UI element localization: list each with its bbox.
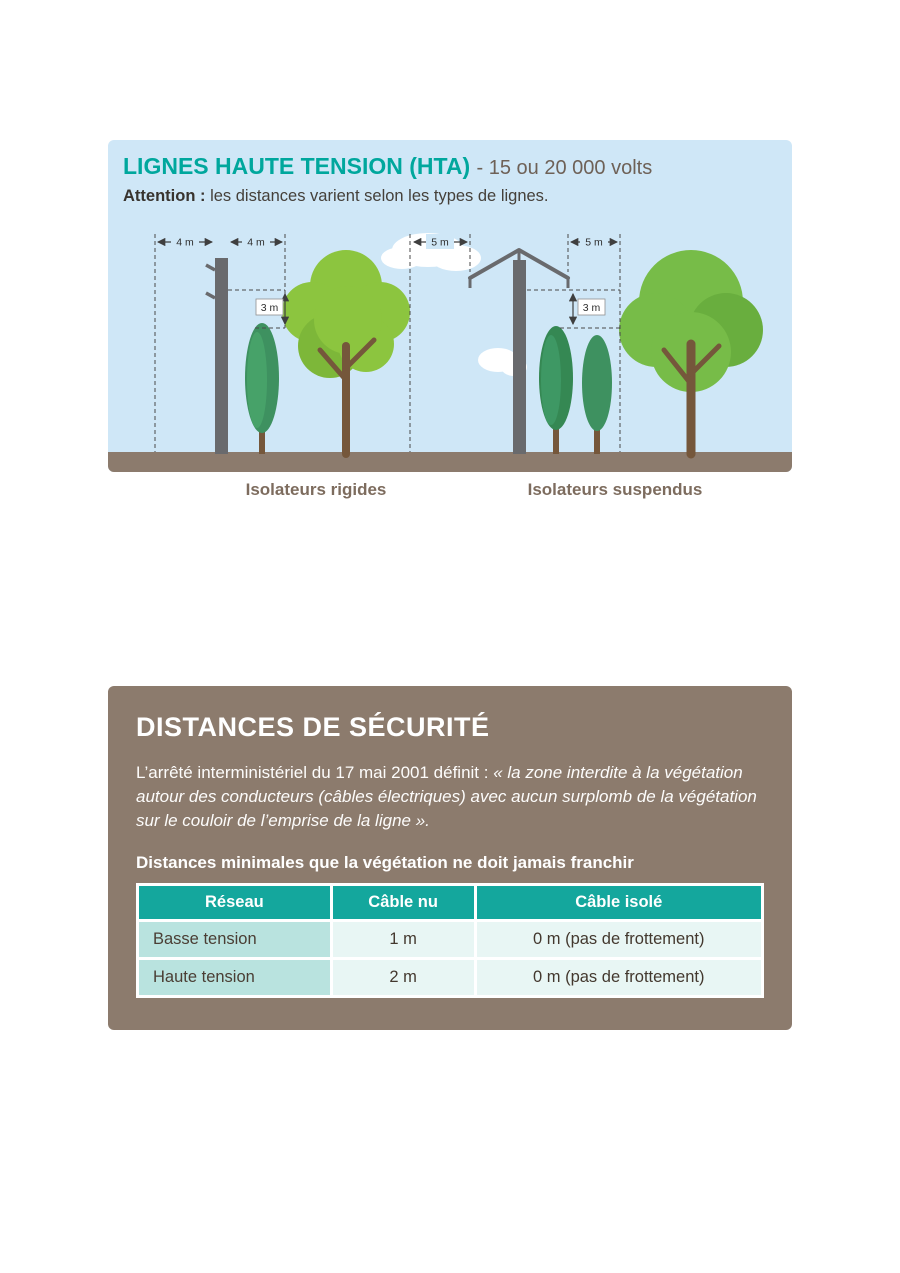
hta-title-suffix: - 15 ou 20 000 volts — [476, 157, 653, 179]
illustration-svg — [108, 228, 792, 472]
hta-title: LIGNES HAUTE TENSION (HTA) — [123, 153, 471, 179]
table-header-row — [138, 885, 763, 921]
insulator-captions — [108, 480, 792, 504]
hta-panel — [108, 140, 792, 472]
caption-isolateurs-rigides: Isolateurs rigides — [245, 480, 387, 499]
header-reseau: Réseau — [138, 885, 332, 921]
cell-basse-isole: 0 m (pas de frottement) — [475, 921, 763, 959]
label-3m-left: 3 m — [260, 302, 279, 314]
table-caption: Distances minimales que la végétation ne doit jamais franchir — [136, 853, 634, 873]
tree-cypress-right-2 — [582, 335, 612, 454]
security-title: DISTANCES DE SÉCURITÉ — [136, 712, 490, 742]
label-5m-left: 5 m — [431, 236, 449, 249]
distances-table — [136, 883, 764, 998]
tree-broadleaf-right — [619, 250, 763, 454]
cell-basse-nu: 1 m — [331, 921, 475, 959]
tree-cypress-left — [245, 323, 279, 454]
header-cable-isole: Câble isolé — [475, 885, 763, 921]
attention-text: les distances varient selon les types de lignes. — [210, 187, 549, 205]
label-5m-right: 5 m — [585, 236, 603, 249]
hta-header — [108, 140, 792, 206]
caption-isolateurs-suspendus: Isolateurs suspendus — [527, 480, 703, 499]
cell-basse-tension: Basse tension — [138, 921, 332, 959]
label-4m-left: 4 m — [176, 236, 194, 249]
table-row — [138, 921, 763, 959]
header-cable-nu: Câble nu — [331, 885, 475, 921]
label-4m-right: 4 m — [247, 236, 265, 249]
label-3m-right: 3 m — [582, 302, 601, 314]
hta-heading — [123, 153, 777, 180]
attention-label: Attention : — [123, 187, 206, 205]
security-intro-quote: « la zone interdite à la végétation autour des conducteurs (câbles électriques) avec aucun surplomb de la végétation sur le couloir de l’emprise de la ligne ». — [136, 763, 757, 831]
security-panel — [108, 686, 792, 1030]
cell-haute-tension: Haute tension — [138, 959, 332, 997]
tree-cypress-right-1 — [539, 326, 573, 454]
pole-rigid-insulators — [206, 258, 228, 454]
attention-note — [123, 187, 777, 206]
cell-haute-isole: 0 m (pas de frottement) — [475, 959, 763, 997]
table-row — [138, 959, 763, 997]
security-intro — [136, 761, 764, 833]
cell-haute-nu: 2 m — [331, 959, 475, 997]
security-intro-normal: L’arrêté interministériel du 17 mai 2001 définit : — [136, 763, 489, 782]
tree-broadleaf-left — [282, 250, 410, 454]
